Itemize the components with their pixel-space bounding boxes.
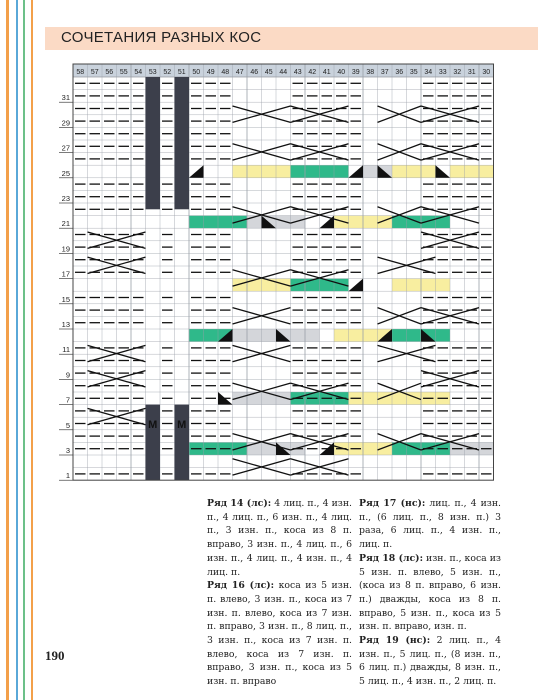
column-number-label: 57 — [90, 69, 99, 76]
black-triangle-symbol — [349, 165, 364, 178]
column-number-label: 44 — [279, 69, 288, 76]
column-number-label: 42 — [308, 69, 317, 76]
column-number-label: 36 — [395, 69, 404, 76]
row-number-label: 1 — [65, 471, 70, 481]
row-number-label: 9 — [65, 370, 70, 380]
instructions-right-column — [359, 497, 501, 689]
page-number: 190 — [45, 648, 65, 663]
column-number-label: 58 — [76, 69, 85, 76]
instruction-row-16: Ряд 16 (лс): коса из 5 изн. п. влево, 3 изн. п., коса из 7 изн. п. влево, коса из 7 изн. п. вправо, 3 изн. п., 8 лиц. п., 3 изн. п., коса из 7 изн. п. влево, коса из 7 изн. п. вправо, 3 изн. п., коса из 5 изн. п. вправо — [207, 580, 352, 688]
column-number-label: 32 — [453, 69, 462, 76]
instruction-row-17: Ряд 17 (нс): лиц. п., 4 изн. п., (6 лиц. п., 8 изн. п.) 3 раза, 6 лиц. п., 4 изн. п., лиц. п. — [359, 498, 501, 551]
column-number-label: 56 — [105, 69, 114, 76]
row-number-label: 5 — [65, 420, 70, 430]
row-number-label: 27 — [61, 143, 70, 153]
row-number-label: 15 — [61, 294, 70, 304]
column-number-label: 37 — [380, 69, 389, 76]
dark-cable-bar — [146, 405, 161, 481]
row-number-label: 25 — [61, 168, 70, 178]
dark-cable-bar — [146, 77, 161, 209]
column-number-label: 41 — [322, 69, 331, 76]
column-number-label: 51 — [177, 69, 186, 76]
column-number-label: 39 — [351, 69, 360, 76]
column-number-label: 53 — [148, 69, 157, 76]
column-number-label: 43 — [293, 69, 302, 76]
column-number-label: 50 — [192, 69, 201, 76]
column-number-label: 49 — [206, 69, 215, 76]
row-number-label: 13 — [61, 320, 70, 329]
marker-m-label: M — [148, 418, 158, 431]
instruction-row-19: Ряд 19 (нс): 2 лиц. п., 4 изн. п., 5 лиц. п., (8 изн. п., 6 лиц. п.) дважды, 8 изн. п., 5 лиц. п., 4 изн. п., 2 лиц. п. — [359, 635, 501, 688]
column-number-label: 48 — [221, 69, 230, 76]
row-number-label: 11 — [62, 345, 70, 355]
column-number-label: 33 — [438, 69, 447, 76]
colored-cell-block — [392, 165, 436, 178]
black-triangle-symbol — [436, 165, 451, 178]
column-number-label: 46 — [250, 69, 259, 76]
row-number-label: 7 — [65, 395, 70, 405]
column-number-label: 40 — [337, 69, 346, 76]
column-number-label: 47 — [235, 69, 244, 76]
column-number-label: 38 — [366, 69, 375, 76]
row-number-label: 17 — [61, 269, 70, 279]
column-number-label: 52 — [163, 69, 172, 76]
column-number-label: 54 — [134, 69, 143, 76]
row-number-label: 29 — [61, 118, 70, 128]
instruction-row-14: Ряд 14 (лс): 4 лиц. п., 4 изн. п., 4 лиц. п., 6 изн. п., 4 лиц. п., 3 изн. п., коса из 8 п. вправо, 3 изн. п., 4 лиц. п., 6 изн. п., 4 лиц. п., 4 изн. п., 4 лиц. п. — [207, 498, 352, 578]
column-number-label: 34 — [424, 69, 433, 76]
row-number-label: 21 — [61, 219, 70, 229]
black-triangle-symbol — [349, 279, 364, 292]
row-number-label: 19 — [61, 244, 70, 254]
column-number-label: 45 — [264, 69, 273, 76]
instruction-row-18: Ряд 18 (лс): изн. п., коса из 5 изн. п. влево, 5 изн. п., (коса из 8 п. вправо, 6 изн. п.) дважды, коса из 8 п. вправо, 5 изн. п., коса из 5 изн. п. вправо, изн. п. — [359, 552, 501, 633]
column-number-label: 31 — [467, 69, 476, 76]
row-number-label: 31 — [61, 93, 70, 103]
dark-cable-bar — [175, 405, 190, 481]
row-number-label: 23 — [61, 194, 70, 203]
column-number-label: 35 — [409, 69, 418, 76]
instructions-left-column — [207, 497, 352, 689]
colored-cell-block — [450, 165, 494, 178]
column-number-label: 30 — [482, 69, 491, 76]
marker-m-label: M — [177, 418, 187, 431]
dark-cable-bar — [175, 77, 190, 209]
column-number-label: 55 — [119, 69, 128, 76]
section-title: СОЧЕТАНИЯ РАЗНЫХ КОС — [61, 29, 262, 46]
row-number-label: 3 — [65, 446, 70, 455]
